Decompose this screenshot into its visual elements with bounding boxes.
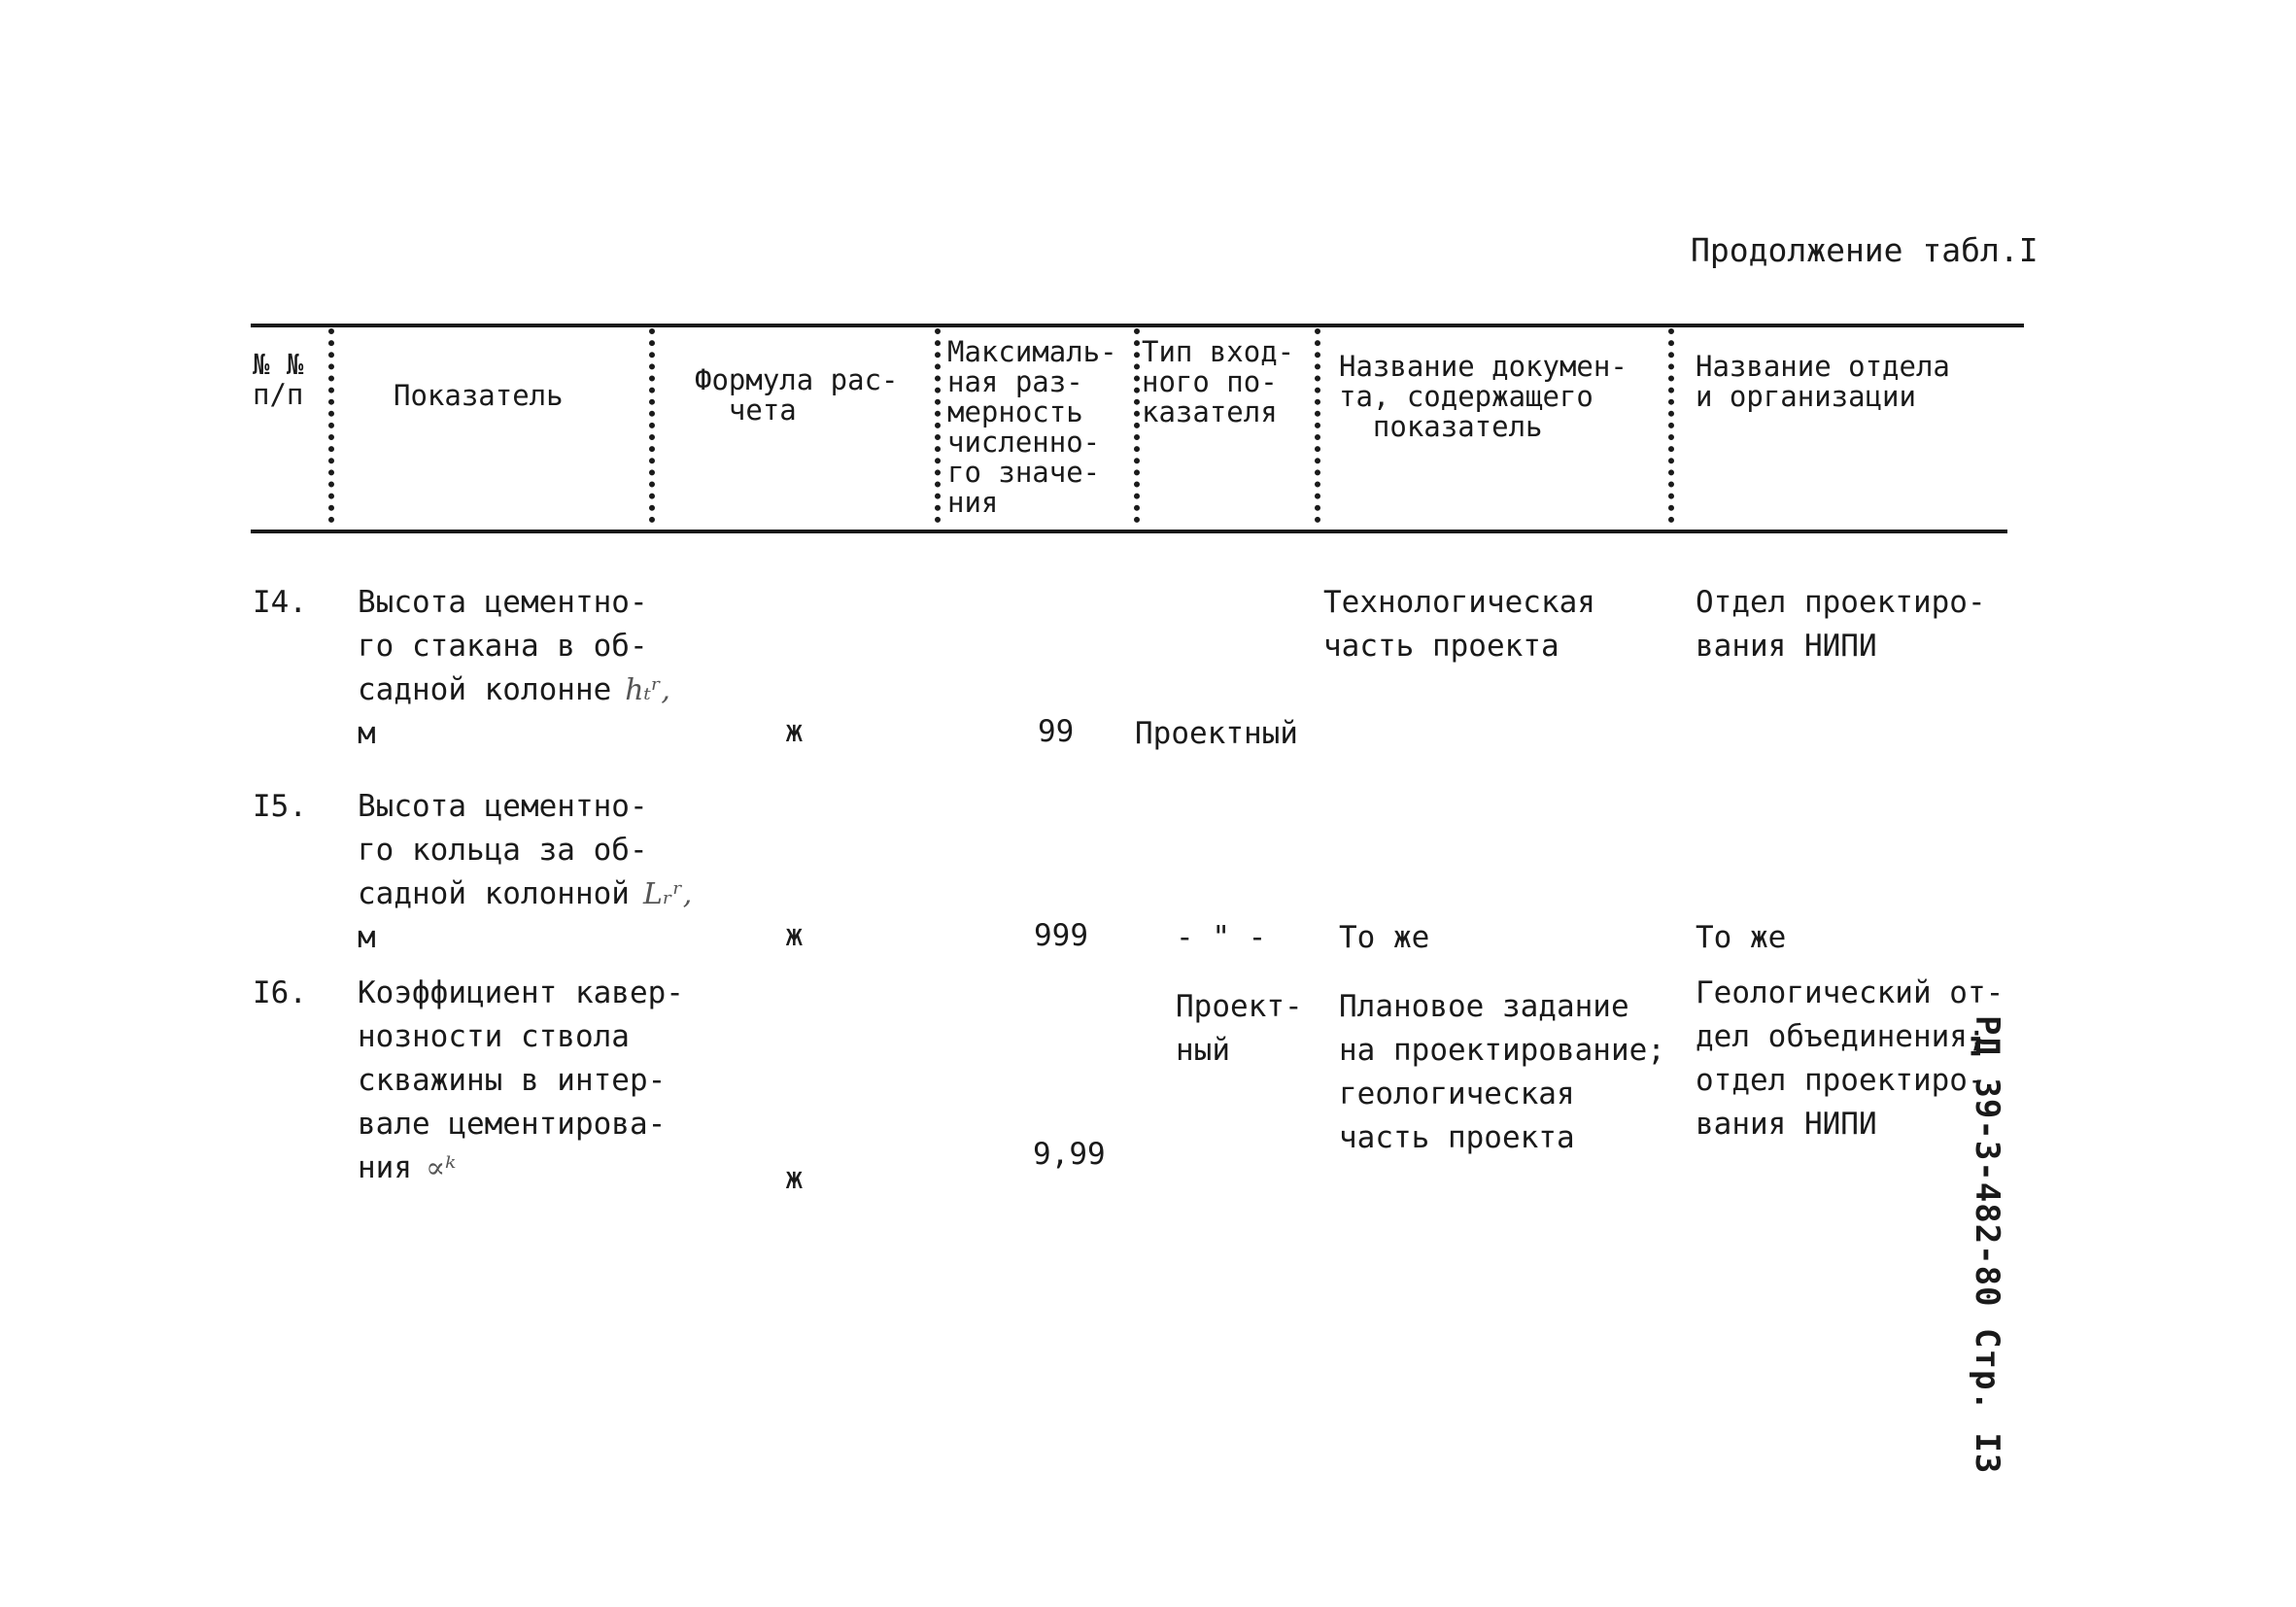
row-department: Геологический от- дел объединения; отдел проектиро- вания НИПИ — [1696, 975, 2005, 1142]
row-type: Проектный — [1135, 716, 1298, 751]
row-unit: м — [358, 716, 376, 751]
row-dimension: 999 — [1034, 918, 1088, 953]
column-separator — [1134, 328, 1140, 523]
header-num: № № п/п — [253, 348, 304, 411]
row-indicator — [358, 972, 684, 1190]
row-type: Проект- ный — [1176, 989, 1303, 1068]
column-separator — [649, 328, 655, 523]
table-top-rule — [251, 324, 2024, 327]
table-caption: Продолжение табл.I — [1691, 231, 2039, 269]
header-indicator: Показатель — [394, 379, 564, 412]
column-separator — [328, 328, 334, 523]
row-indicator — [358, 581, 670, 712]
symbol: hₜʳ, — [625, 673, 670, 707]
symbol: ∝ᵏ — [426, 1151, 457, 1185]
row-indicator — [358, 785, 692, 916]
row-formula: ж — [785, 1161, 804, 1196]
document-code-page-number: РД 39-3-482-80 Стр. I3 — [1968, 1015, 2006, 1475]
header-dimension: Максималь- ная раз- мерность численно- го значе- ния — [947, 335, 1117, 519]
row-num: I6. — [253, 975, 307, 1010]
row-num: I5. — [253, 789, 307, 824]
symbol: Lᵣʳ, — [642, 877, 693, 911]
header-document: Название докумен- та, содержащего показатель — [1339, 350, 1628, 443]
column-separator — [935, 328, 941, 523]
header-type: Тип вход- ного по- казателя — [1142, 335, 1295, 428]
row-dimension: 9,99 — [1033, 1137, 1106, 1172]
row-indicator-text: Высота цементно- го кольца за об- садной колонной — [358, 789, 648, 911]
row-document: То же — [1339, 920, 1430, 955]
row-indicator-text: Коэффициент кавер- нозности ствола скважины в интер- вале цементирова- ния — [358, 975, 684, 1185]
row-formula: ж — [785, 918, 804, 953]
row-document: Плановое задание на проектирование; геологическая часть проекта — [1339, 989, 1665, 1155]
column-separator — [1315, 328, 1320, 523]
row-department: Отдел проектиро- вания НИПИ — [1696, 585, 1986, 664]
header-formula: Формула рас- чета — [695, 363, 899, 427]
row-dimension: 99 — [1038, 714, 1075, 749]
header-department: Название отдела и организации — [1696, 350, 1950, 413]
row-formula: ж — [785, 714, 804, 749]
row-indicator-text: Высота цементно- го стакана в об- садной колонне — [358, 585, 648, 707]
row-unit: м — [358, 920, 376, 955]
row-num: I4. — [253, 585, 307, 620]
row-document: Технологическая часть проекта — [1323, 585, 1595, 664]
row-department: То же — [1696, 920, 1787, 955]
row-type: - " - — [1176, 920, 1267, 955]
column-separator — [1668, 328, 1674, 523]
table-header-rule — [251, 530, 2007, 533]
